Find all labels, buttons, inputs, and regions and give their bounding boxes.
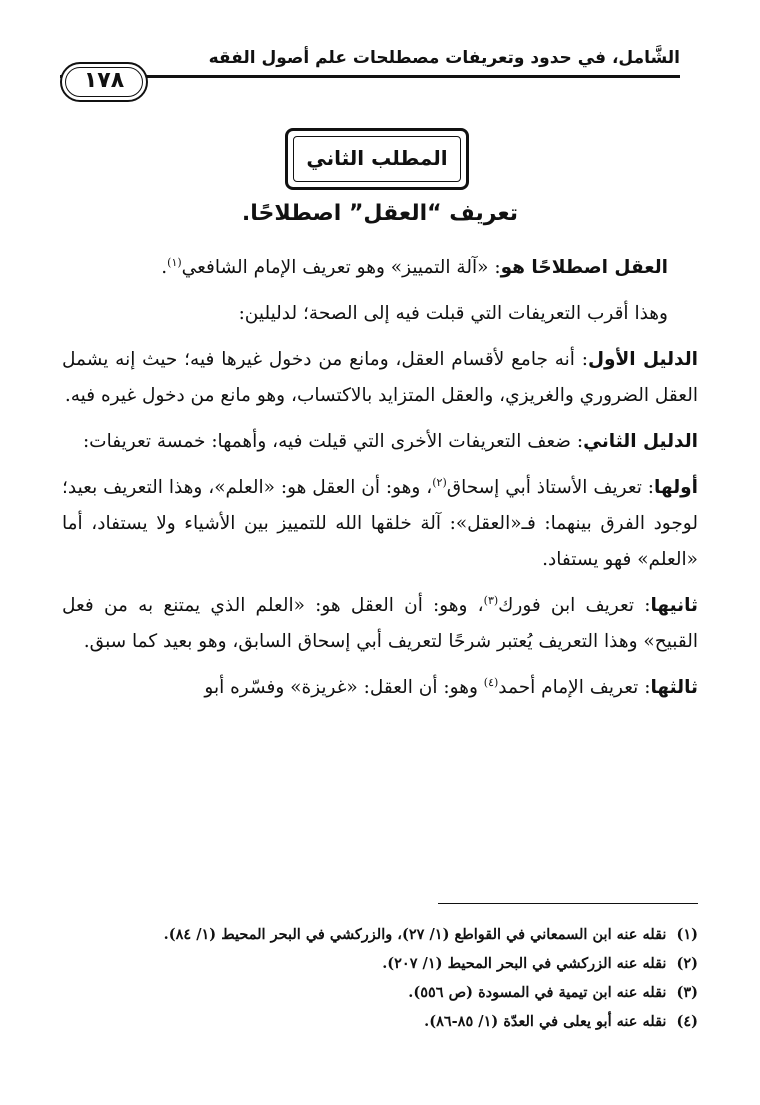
paragraph-text: : تعريف الأستاذ أبي إسحاق <box>446 477 655 498</box>
subtitle: تعريف “العقل” اصطلاحًا. <box>241 201 519 226</box>
footnote-text: نقله عنه ابن السمعاني في القواطع (١/ ٢٧)، والزركشي في البحر المحيط (١/ ٨٤). <box>163 926 667 943</box>
paragraph-first-definition <box>62 470 698 578</box>
section-title: المطلب الثاني <box>306 146 448 170</box>
body-text <box>62 250 698 716</box>
bold-lead: الدليل الأول <box>587 349 698 370</box>
paragraph-text: : أنه جامع لأقسام العقل، ومانع من دخول غيرها فيه؛ حيث إنه يشمل العقل الضروري والغريزي، والعقل المتزايد بالاكتساب، وهو مانع من دخول غيره فيه. <box>62 349 698 406</box>
paragraph-text: ، وهو: أن العقل هو: «العلم الذي يمتنع به من فعل القبيح» وهذا التعريف يُعتبر شرحًا لتعريف أبي إسحاق السابق، وهو بعيد كما سبق. <box>62 595 698 652</box>
footnote-item <box>62 920 698 949</box>
footnote-number: (٤) <box>676 1013 698 1030</box>
paragraph-definition <box>62 250 698 286</box>
footnotes <box>62 920 698 1036</box>
paragraph-text: وهو: أن العقل: «غريزة» وفسّره أبو <box>204 677 484 698</box>
paragraph-text: . <box>161 257 168 278</box>
paragraph-text: : «آلة التمييز» وهو تعريف الإمام الشافعي <box>181 257 501 278</box>
footnote-number: (١) <box>676 926 698 943</box>
header-rule <box>60 75 680 78</box>
footnote-item <box>62 949 698 978</box>
paragraph-text: ، وهو: أن العقل هو: «العلم»، وهذا التعريف بعيد؛ لوجود الفرق بينهما: فـ«العقل»: آلة خلقها الله للتمييز بين الأشياء ولا يستفاد، أما «العلم» فهو يستفاد. <box>62 477 698 570</box>
bold-lead: ثانيها <box>650 595 699 616</box>
paragraph-text: : تعريف ابن فورك <box>498 595 651 616</box>
footnote-ref: (١) <box>167 255 182 269</box>
page-number: ١٧٨ <box>60 62 148 102</box>
footnote-item <box>62 1007 698 1036</box>
footnote-rule <box>438 903 698 904</box>
paragraph-second-definition <box>62 588 698 660</box>
section-heading-frame <box>285 128 469 190</box>
paragraph-second-evidence <box>62 424 698 460</box>
paragraph-first-evidence <box>62 342 698 414</box>
footnote-number: (٣) <box>676 984 698 1001</box>
paragraph-text: : تعريف الإمام أحمد <box>498 677 651 698</box>
bold-lead: أولها <box>654 477 698 498</box>
footnote-ref: (٣) <box>483 593 499 607</box>
footnote-text: نقله عنه الزركشي في البحر المحيط (١/ ٢٠٧). <box>382 955 667 972</box>
paragraph-text: : ضعف التعريفات الأخرى التي قيلت فيه، وأهمها: خمسة تعريفات: <box>82 431 584 452</box>
footnote-text: نقله عنه ابن تيمية في المسودة (ص ٥٥٦). <box>408 984 667 1001</box>
bold-lead: العقل اصطلاحًا هو <box>500 257 668 278</box>
paragraph-intro <box>62 296 698 332</box>
bold-lead: الدليل الثاني <box>583 431 698 452</box>
page-header <box>60 48 680 108</box>
bold-lead: ثالثها <box>650 677 698 698</box>
paragraph-third-definition <box>62 670 698 706</box>
footnote-ref: (٤) <box>483 675 499 689</box>
paragraph-text: وهذا أقرب التعريفات التي قبلت فيه إلى الصحة؛ لدليلين: <box>238 303 668 324</box>
footnote-number: (٢) <box>676 955 698 972</box>
footnote-item <box>62 978 698 1007</box>
footnote-ref: (٢) <box>432 475 447 489</box>
running-title: الشَّامل، في حدود وتعريفات مصطلحات علم أصول الفقه <box>208 48 680 68</box>
footnote-text: نقله عنه أبو يعلى في العدّة (١/ ٨٥-٨٦). <box>424 1013 667 1030</box>
